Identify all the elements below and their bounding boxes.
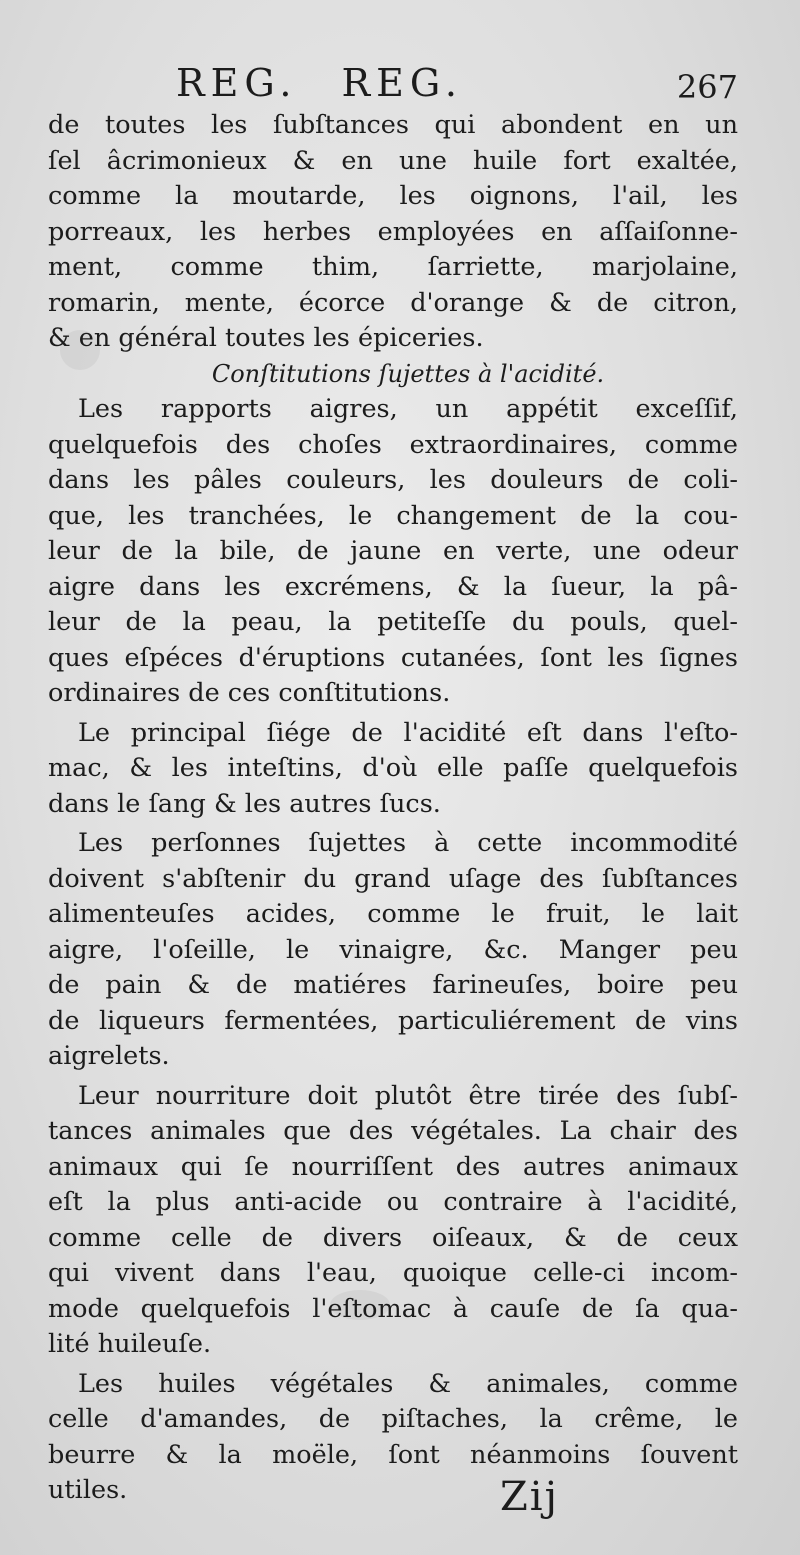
text-line: dans les pâles couleurs, les douleurs de coli-: [48, 465, 738, 495]
text-line: beurre & la moële, ſont néanmoins ſouvent: [48, 1439, 738, 1470]
text-line: de pain & de matiéres farineuſes, boire peu: [48, 970, 738, 1000]
text-line: doivent s'abſtenir du grand uſage des ſubſtances: [48, 863, 738, 894]
text-line: Les perſonnes ſujettes à cette incommodité: [78, 828, 738, 858]
text-line: quelquefois des choſes extraordinaires, comme: [48, 429, 738, 460]
paragraph-continuation: [48, 108, 738, 357]
text-line: leur de la bile, de jaune en verte, une odeur: [48, 536, 738, 566]
body-text: [48, 108, 738, 1509]
text-line: dans le ſang & les autres ſucs.: [48, 788, 441, 819]
text-line: Leur nourriture doit plutôt être tirée des ſubſ-: [78, 1080, 738, 1111]
text-line: eſt la plus anti-acide ou contraire à l'acidité,: [48, 1187, 738, 1217]
text-line: aigre dans les excrémens, & la ſueur, la pâ-: [48, 571, 738, 602]
text-line: aigrelets.: [48, 1041, 170, 1071]
text-line: Le principal ſiége de l'acidité eſt dans l'eſto-: [78, 717, 738, 748]
text-line: mac, & les inteſtins, d'où elle paſſe quelquefois: [48, 753, 738, 783]
paragraph: [48, 1079, 738, 1363]
text-line: ment, comme thim, ſarriette, marjolaine,: [48, 252, 738, 282]
text-line: que, les tranchées, le changement de la cou-: [48, 500, 738, 531]
text-line: leur de la peau, la petiteſſe du pouls, quel-: [48, 607, 738, 637]
text-line: celle d'amandes, de piſtaches, la crême, le: [48, 1404, 738, 1434]
text-line: tances animales que des végétales. La chair des: [48, 1116, 738, 1146]
text-line: comme la moutarde, les oignons, l'ail, les: [48, 181, 738, 211]
paragraph: [48, 392, 738, 712]
text-line: ſel âcrimonieux & en une huile fort exaltée,: [48, 145, 738, 176]
paragraph: [48, 716, 738, 823]
signature-mark: Zij: [500, 1474, 559, 1520]
text-line: & en général toutes les épiceries.: [48, 323, 484, 353]
text-line: porreaux, les herbes employées en aſſaiſonne-: [48, 216, 738, 247]
text-line: ques eſpéces d'éruptions cutanées, ſont les ſignes: [48, 642, 738, 673]
running-head: REG. REG.: [176, 61, 463, 105]
text-line: de toutes les ſubſtances qui abondent en un: [48, 110, 738, 140]
text-line: ordinaires de ces conſtitutions.: [48, 678, 451, 708]
text-line: romarin, mente, écorce d'orange & de citron,: [48, 287, 738, 318]
text-line: alimenteuſes acides, comme le fruit, le lait: [48, 899, 738, 929]
page-header: [0, 58, 800, 108]
text-line: lité huileuſe.: [48, 1329, 212, 1359]
paragraph: [48, 1367, 738, 1509]
text-line: Les rapports aigres, un appétit exceſſif,: [78, 394, 738, 424]
text-line: aigre, l'oſeille, le vinaigre, &c. Manger peu: [48, 934, 738, 965]
section-heading: Conſtitutions ſujettes à l'acidité.: [211, 359, 605, 388]
text-line: comme celle de divers oiſeaux, & de ceux: [48, 1222, 738, 1253]
paragraph: [48, 826, 738, 1075]
text-line: utiles.: [48, 1475, 128, 1505]
text-line: qui vivent dans l'eau, quoique celle-ci incom-: [48, 1258, 738, 1288]
text-line: Les huiles végétales & animales, comme: [78, 1368, 738, 1399]
page-number: 267: [676, 68, 738, 106]
text-line: animaux qui ſe nourriſſent des autres animaux: [48, 1151, 738, 1182]
text-line: de liqueurs fermentées, particuliérement de vins: [48, 1005, 738, 1036]
text-line: mode quelquefois l'eſtomac à cauſe de ſa qua-: [48, 1293, 738, 1324]
